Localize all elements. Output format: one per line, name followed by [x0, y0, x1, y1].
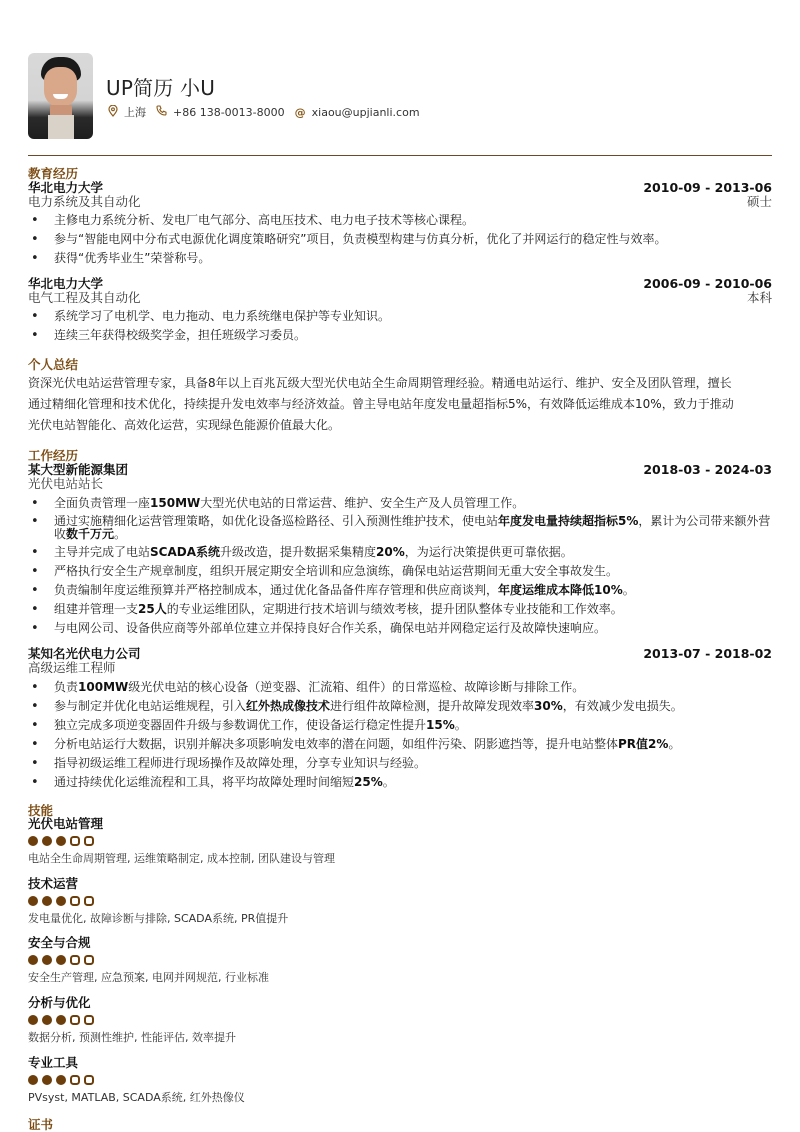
map-pin-icon [107, 105, 118, 120]
summary-line: 通过精细化管理和技术优化，持续提升发电效率与经济效益。曾主导电站年度发电量超指标5%，有效降低运维成本10%，致力于推动 [28, 397, 734, 411]
skill-name: 分析与优化 [28, 995, 91, 1010]
bullet-item: • 参与制定并优化电站运维规程，引入红外热成像技术进行组件故障检测，提升故障发现效率30%，有效减少发电损失。 [28, 699, 772, 714]
major: 电气工程及其自动化 [28, 290, 141, 305]
resume-page [28, 0, 772, 1132]
rating-dot-filled [42, 1015, 52, 1025]
rating-dot-filled [28, 1015, 38, 1025]
resume-header [28, 0, 772, 152]
rating-dot-filled [28, 896, 38, 906]
skill-description: 发电量优化, 故障诊断与排除, SCADA系统, PR值提升 [28, 912, 289, 925]
contact-info [107, 104, 424, 120]
skill-rating [28, 1015, 772, 1025]
section-title-certificates: 证书 [28, 1117, 54, 1132]
bullet-list [28, 680, 772, 790]
rating-dot-filled [56, 1015, 66, 1025]
skill-item [28, 1055, 772, 1105]
work-entry [28, 647, 772, 794]
candidate-name: UP简历 小U [106, 76, 216, 100]
rating-dot-empty [84, 896, 94, 906]
phone-icon [156, 105, 167, 119]
rating-dot-empty [84, 955, 94, 965]
rating-dot-filled [28, 955, 38, 965]
education-entry [28, 181, 772, 266]
date-range: 2013-07 - 2018-02 [643, 646, 772, 661]
skill-description: 安全生产管理, 应急预案, 电网并网规范, 行业标准 [28, 971, 269, 984]
skill-name: 光伏电站管理 [28, 816, 104, 831]
rating-dot-empty [70, 836, 80, 846]
degree: 本科 [746, 290, 772, 305]
summary-line: 资深光伏电站运营管理专家，具备8年以上百兆瓦级大型光伏电站全生命周期管理经验。精通电站运行、维护、安全及团队管理，擅长 [28, 376, 732, 390]
summary-section [28, 358, 772, 436]
school-name: 华北电力大学 [28, 276, 104, 291]
rating-dot-filled [56, 1075, 66, 1085]
education-entry [28, 277, 772, 347]
education-section [28, 167, 772, 270]
bullet-item: • 获得“优秀毕业生”荣誉称号。 [28, 251, 772, 266]
rating-dot-filled [42, 955, 52, 965]
work-section [28, 449, 772, 640]
bullet-item: • 全面负责管理一座150MW大型光伏电站的日常运营、维护、安全生产及人员管理工作。 [28, 496, 772, 511]
rating-dot-filled [56, 896, 66, 906]
profile-photo [28, 53, 93, 139]
rating-dot-empty [84, 1075, 94, 1085]
school-name: 华北电力大学 [28, 180, 104, 195]
bullet-item: • 与电网公司、设备供应商等外部单位建立并保持良好合作关系，确保电站并网稳定运行及故障快速响应。 [28, 621, 772, 636]
rating-dot-filled [42, 836, 52, 846]
at-icon: @ [294, 105, 306, 119]
bullet-item: • 主导并完成了电站SCADA系统升级改造，提升数据采集精度20%，为运行决策提供更可靠依据。 [28, 545, 772, 560]
bullet-item: • 连续三年获得校级奖学金，担任班级学习委员。 [28, 328, 772, 343]
bullet-item: • 参与“智能电网中分布式电源优化调度策略研究”项目，负责模型构建与仿真分析，优化了并网运行的稳定性与效率。 [28, 232, 772, 247]
summary-line: 光伏电站智能化、高效化运营，实现绿色能源价值最大化。 [28, 418, 341, 432]
skill-item [28, 935, 772, 985]
skill-description: 电站全生命周期管理, 运维策略制定, 成本控制, 团队建设与管理 [28, 852, 335, 865]
bullet-item: • 组建并管理一支25人的专业运维团队，定期进行技术培训与绩效考核，提升团队整体专业技能和工作效率。 [28, 602, 772, 617]
rating-dot-filled [42, 896, 52, 906]
bullet-list [28, 213, 772, 266]
job-role: 光伏电站站长 [28, 476, 104, 491]
date-range: 2018-03 - 2024-03 [643, 462, 772, 477]
skill-name: 专业工具 [28, 1055, 79, 1070]
skill-name: 技术运营 [28, 876, 79, 891]
date-range: 2010-09 - 2013-06 [643, 180, 772, 195]
job-role: 高级运维工程师 [28, 660, 116, 675]
contact-phone: +86 138-0013-8000 [156, 105, 285, 119]
contact-location: 上海 [107, 104, 146, 120]
rating-dot-empty [84, 1015, 94, 1025]
section-title-summary: 个人总结 [28, 357, 79, 372]
skill-rating [28, 1075, 772, 1085]
skill-rating [28, 896, 772, 906]
bullet-item: • 通过实施精细化运营管理策略，如优化设备巡检路径、引入预测性维护技术，使电站年度发电量持续超指标5%，累计为公司带来额外营收数千万元。 [28, 515, 772, 541]
bullet-item: • 负责编制年度运维预算并严格控制成本，通过优化备品备件库存管理和供应商谈判，年度运维成本降低10%。 [28, 583, 772, 598]
bullet-item: • 指导初级运维工程师进行现场操作及故障处理，分享专业知识与经验。 [28, 756, 772, 771]
rating-dot-empty [70, 955, 80, 965]
company-name: 某大型新能源集团 [28, 462, 129, 477]
bullet-item: • 系统学习了电机学、电力拖动、电力系统继电保护等专业知识。 [28, 309, 772, 324]
major: 电力系统及其自动化 [28, 194, 141, 209]
bullet-item: • 独立完成多项逆变器固件升级与参数调优工作，使设备运行稳定性提升15%。 [28, 718, 772, 733]
skill-rating [28, 836, 772, 846]
skill-description: 数据分析, 预测性维护, 性能评估, 效率提升 [28, 1031, 236, 1044]
contact-email[interactable]: @ xiaou@upjianli.com [294, 105, 420, 119]
section-title-work: 工作经历 [28, 448, 79, 463]
rating-dot-filled [28, 1075, 38, 1085]
section-title-skills: 技能 [28, 803, 54, 818]
bullet-list [28, 309, 772, 343]
rating-dot-empty [70, 1075, 80, 1085]
rating-dot-filled [42, 1075, 52, 1085]
bullet-item: • 分析电站运行大数据，识别并解决多项影响发电效率的潜在问题，如组件污染、阴影遮挡等，提升电站整体PR值2%。 [28, 737, 772, 752]
skill-item [28, 876, 772, 926]
bullet-list [28, 496, 772, 636]
bullet-item: • 主修电力系统分析、发电厂电气部分、高电压技术、电力电子技术等核心课程。 [28, 213, 772, 228]
skill-name: 安全与合规 [28, 935, 91, 950]
degree: 硕士 [746, 194, 772, 209]
bullet-item: • 负责100MW级光伏电站的核心设备（逆变器、汇流箱、组件）的日常巡检、故障诊断与排除工作。 [28, 680, 772, 695]
skill-item [28, 816, 772, 866]
skill-item [28, 995, 772, 1045]
rating-dot-filled [28, 836, 38, 846]
bullet-item: • 通过持续优化运维流程和工具，将平均故障处理时间缩短25%。 [28, 775, 772, 790]
rating-dot-filled [56, 836, 66, 846]
header-divider [28, 155, 772, 156]
rating-dot-empty [70, 896, 80, 906]
skill-description: PVsyst, MATLAB, SCADA系统, 红外热像仪 [28, 1091, 245, 1104]
skill-rating [28, 955, 772, 965]
rating-dot-empty [84, 836, 94, 846]
company-name: 某知名光伏电力公司 [28, 646, 141, 661]
rating-dot-empty [70, 1015, 80, 1025]
rating-dot-filled [56, 955, 66, 965]
bullet-item: • 严格执行安全生产规章制度，组织开展定期安全培训和应急演练，确保电站运营期间无重大安全事故发生。 [28, 564, 772, 579]
date-range: 2006-09 - 2010-06 [643, 276, 772, 291]
section-title-education: 教育经历 [28, 166, 79, 181]
